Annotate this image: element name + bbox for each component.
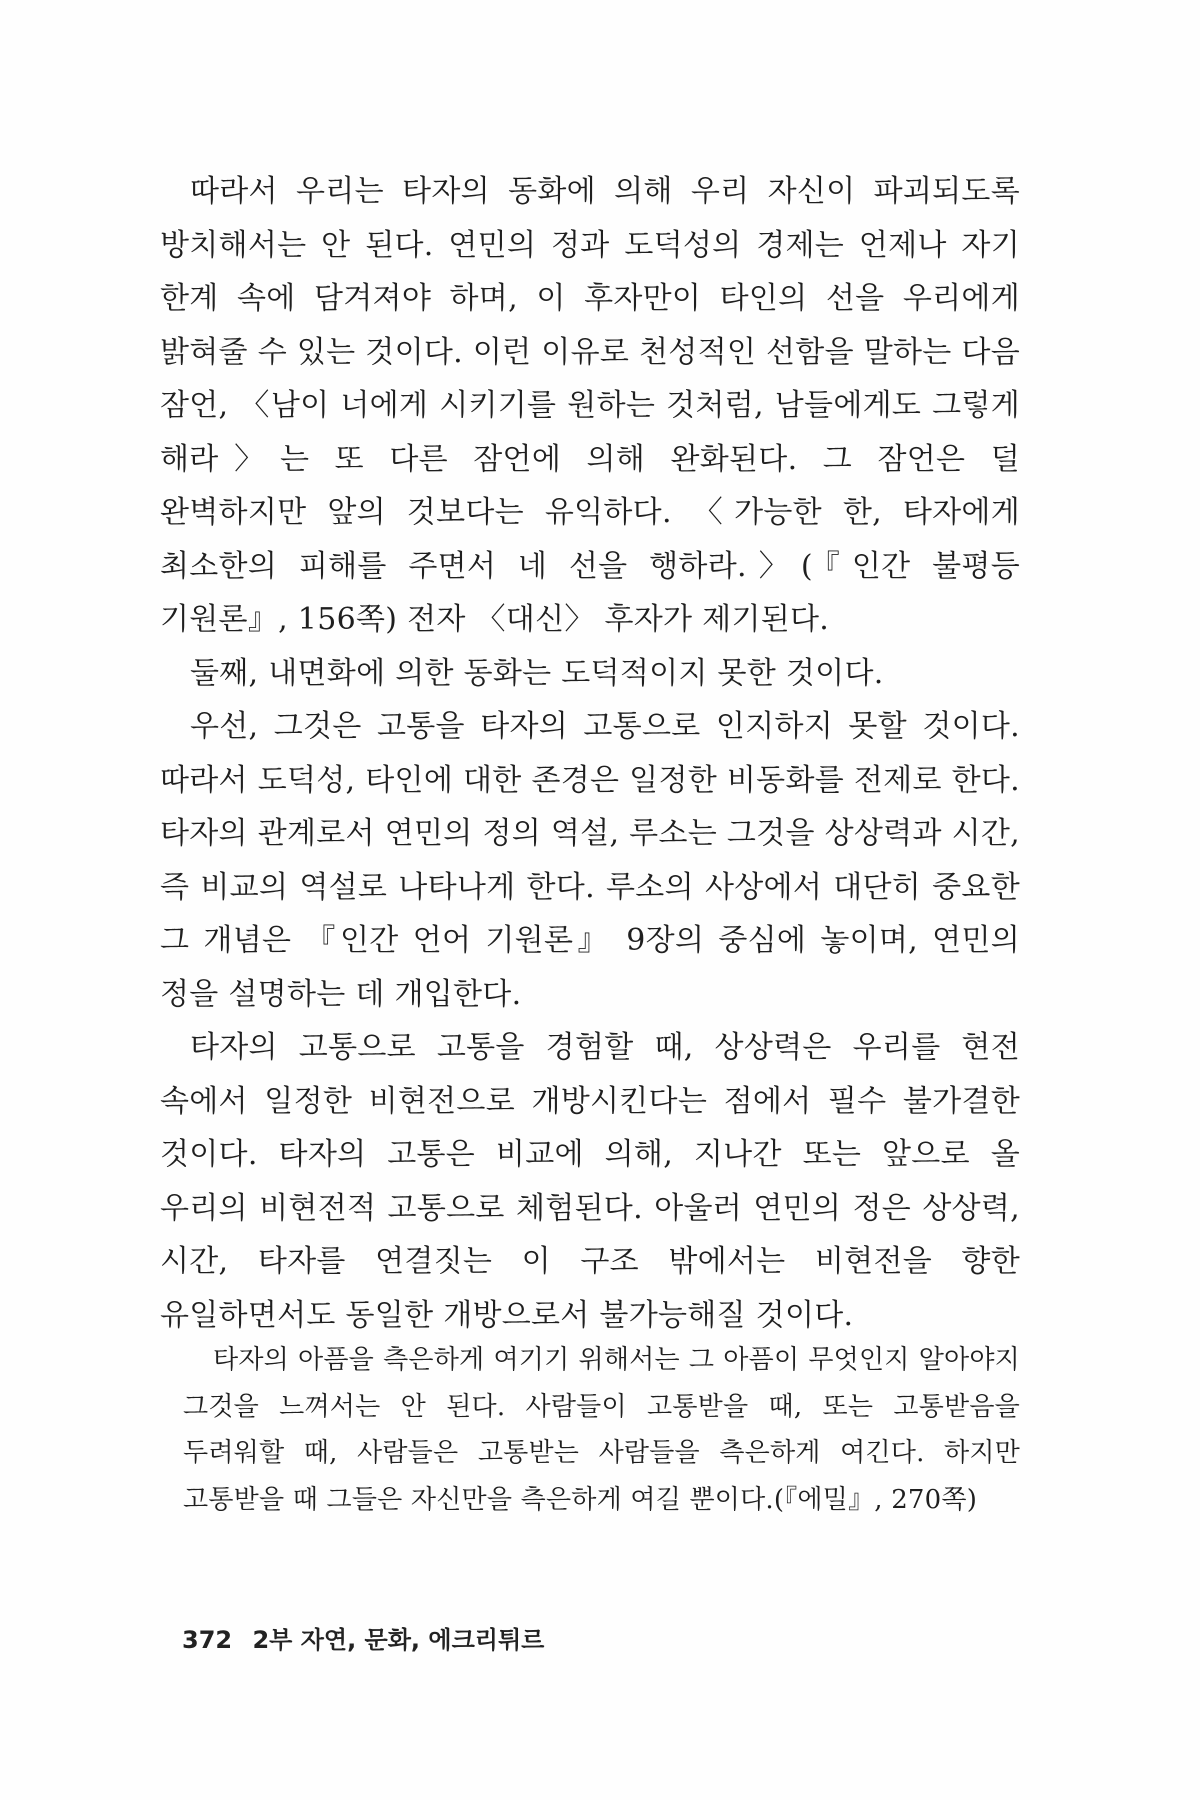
block-quote: [183, 1337, 1020, 1523]
paragraph: 따라서 우리는 타자의 동화에 의해 우리 자신이 파괴되도록 방치해서는 안 된다. 연민의 정과 도덕성의 경제는 언제나 자기 한계 속에 담겨져야 하며, 이 후자만이 타인의 선을 우리에게 밝혀줄 수 있는 것이다. 이런 이유로 천성적인 선함을 말하는 다음 잠언, 〈남이 너에게 시키기를 원하는 것처럼, 남들에게도 그렇게 해라〉는 또 다른 잠언에 의해 완화된다. 그 잠언은 덜 완벽하지만 앞의 것보다는 유익하다. 〈가능한 한, 타자에게 최소한의 피해를 주면서 네 선을 행하라.〉(『인간 불평등 기원론』, 156쪽) 전자 〈대신〉 후자가 제기된다.: [160, 174, 1020, 637]
paragraph: 둘째, 내면화에 의한 동화는 도덕적이지 못한 것이다.: [190, 655, 884, 691]
quote-text: 타자의 아픔을 측은하게 여기기 위해서는 그 아픔이 무엇인지 알아야지 그것을 느껴서는 안 된다. 사람들이 고통받을 때, 또는 고통받음을 두려워할 때, 사람들은 고통받는 사람들을 측은하게 여긴다. 하지만 고통받을 때 그들은 자신만을 측은하게 여길 뿐이다.(『에밀』, 270쪽): [183, 1345, 1020, 1515]
page-footer: [182, 1620, 544, 1655]
body-text: [160, 165, 1020, 1342]
running-section-title: 2부 자연, 문화, 에크리튀르: [252, 1626, 545, 1654]
paragraph: 우선, 그것은 고통을 타자의 고통으로 인지하지 못할 것이다. 따라서 도덕성, 타인에 대한 존경은 일정한 비동화를 전제로 한다. 타자의 관계로서 연민의 정의 역설, 루소는 그것을 상상력과 시간, 즉 비교의 역설로 나타나게 한다. 루소의 사상에서 대단히 중요한 그 개념은 『인간 언어 기원론』 9장의 중심에 놓이며, 연민의 정을 설명하는 데 개입한다.: [160, 709, 1020, 1012]
paragraph: 타자의 고통으로 고통을 경험할 때, 상상력은 우리를 현전 속에서 일정한 비현전으로 개방시킨다는 점에서 필수 불가결한 것이다. 타자의 고통은 비교에 의해, 지나간 또는 앞으로 올 우리의 비현전적 고통으로 체험된다. 아울러 연민의 정은 상상력, 시간, 타자를 연결짓는 이 구조 밖에서는 비현전을 향한 유일하면서도 동일한 개방으로서 불가능해질 것이다.: [160, 1030, 1020, 1333]
page-number: 372: [182, 1626, 233, 1654]
